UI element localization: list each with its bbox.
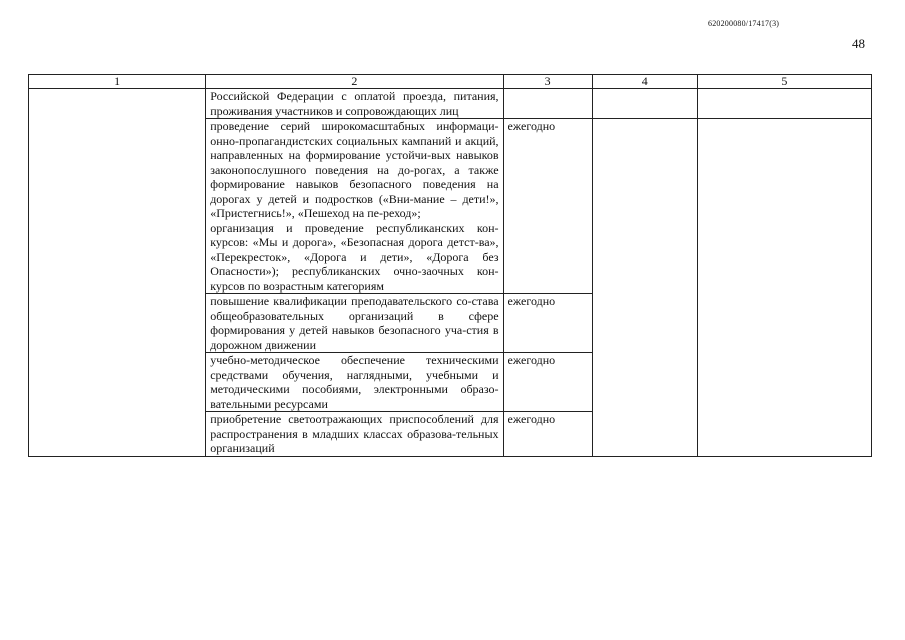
column-4-cell — [592, 89, 697, 119]
table-row — [29, 89, 872, 119]
measure-text-cell — [206, 412, 503, 457]
measure-text-cell — [206, 119, 503, 294]
column-1-cell — [29, 89, 206, 457]
column-5-cell — [697, 119, 871, 457]
period-cell: ежегодно — [503, 353, 592, 412]
column-header-2: 2 — [206, 75, 503, 89]
measure-text-cell — [206, 294, 503, 353]
measure-paragraph: организация и проведение республиканских кон-курсов: «Мы и дорога», «Безопасная дорога детст-ва», «Перекресток», «Дорога и дети», «Дорога без Опасности»); республиканских очно-заочных кон-курсов по возрастным категориям — [210, 220, 499, 293]
column-header-3: 3 — [503, 75, 592, 89]
measures-table — [28, 74, 872, 457]
period-cell: ежегодно — [503, 119, 592, 294]
column-header-1: 1 — [29, 75, 206, 89]
column-header-4: 4 — [592, 75, 697, 89]
column-4-cell — [592, 119, 697, 457]
period-cell — [503, 89, 592, 119]
measure-paragraph: учебно-методическое обеспечение техническими средствами обучения, наглядными, учебными и методическими пособиями, электронными образо-вательными ресурсами — [210, 353, 499, 411]
column-5-cell — [697, 89, 871, 119]
period-cell: ежегодно — [503, 412, 592, 457]
continuation-text-cell: Российской Федерации с оплатой проезда, питания, проживания участников и сопровождающих лиц — [206, 89, 503, 119]
measure-text-cell — [206, 353, 503, 412]
page-number: 48 — [852, 36, 865, 51]
measure-paragraph: приобретение светоотражающих приспособлений для распространения в младших классах образова-тельных организаций — [210, 412, 499, 455]
table-header-row — [29, 75, 872, 89]
measure-paragraph: проведение серий широкомасштабных информаци-онно-пропагандистских социальных кампаний и акций, направленных на формирование устойчи-вых навыков законопослушного поведения на до-рогах, а также формирование навыков безопасного поведения на дорогах у детей и подростков («Вни-мание – дети!», «Пристегнись!», «Пешеход на пе-реход»; — [210, 119, 499, 220]
period-cell: ежегодно — [503, 294, 592, 353]
measure-paragraph: повышение квалификации преподавательского со-става общеобразовательных организаций в сфере формирования у детей навыков безопасного уча-стия в дорожном движении — [210, 294, 499, 352]
column-header-5: 5 — [697, 75, 871, 89]
document-code: 620200080/17417(3) — [708, 19, 780, 28]
